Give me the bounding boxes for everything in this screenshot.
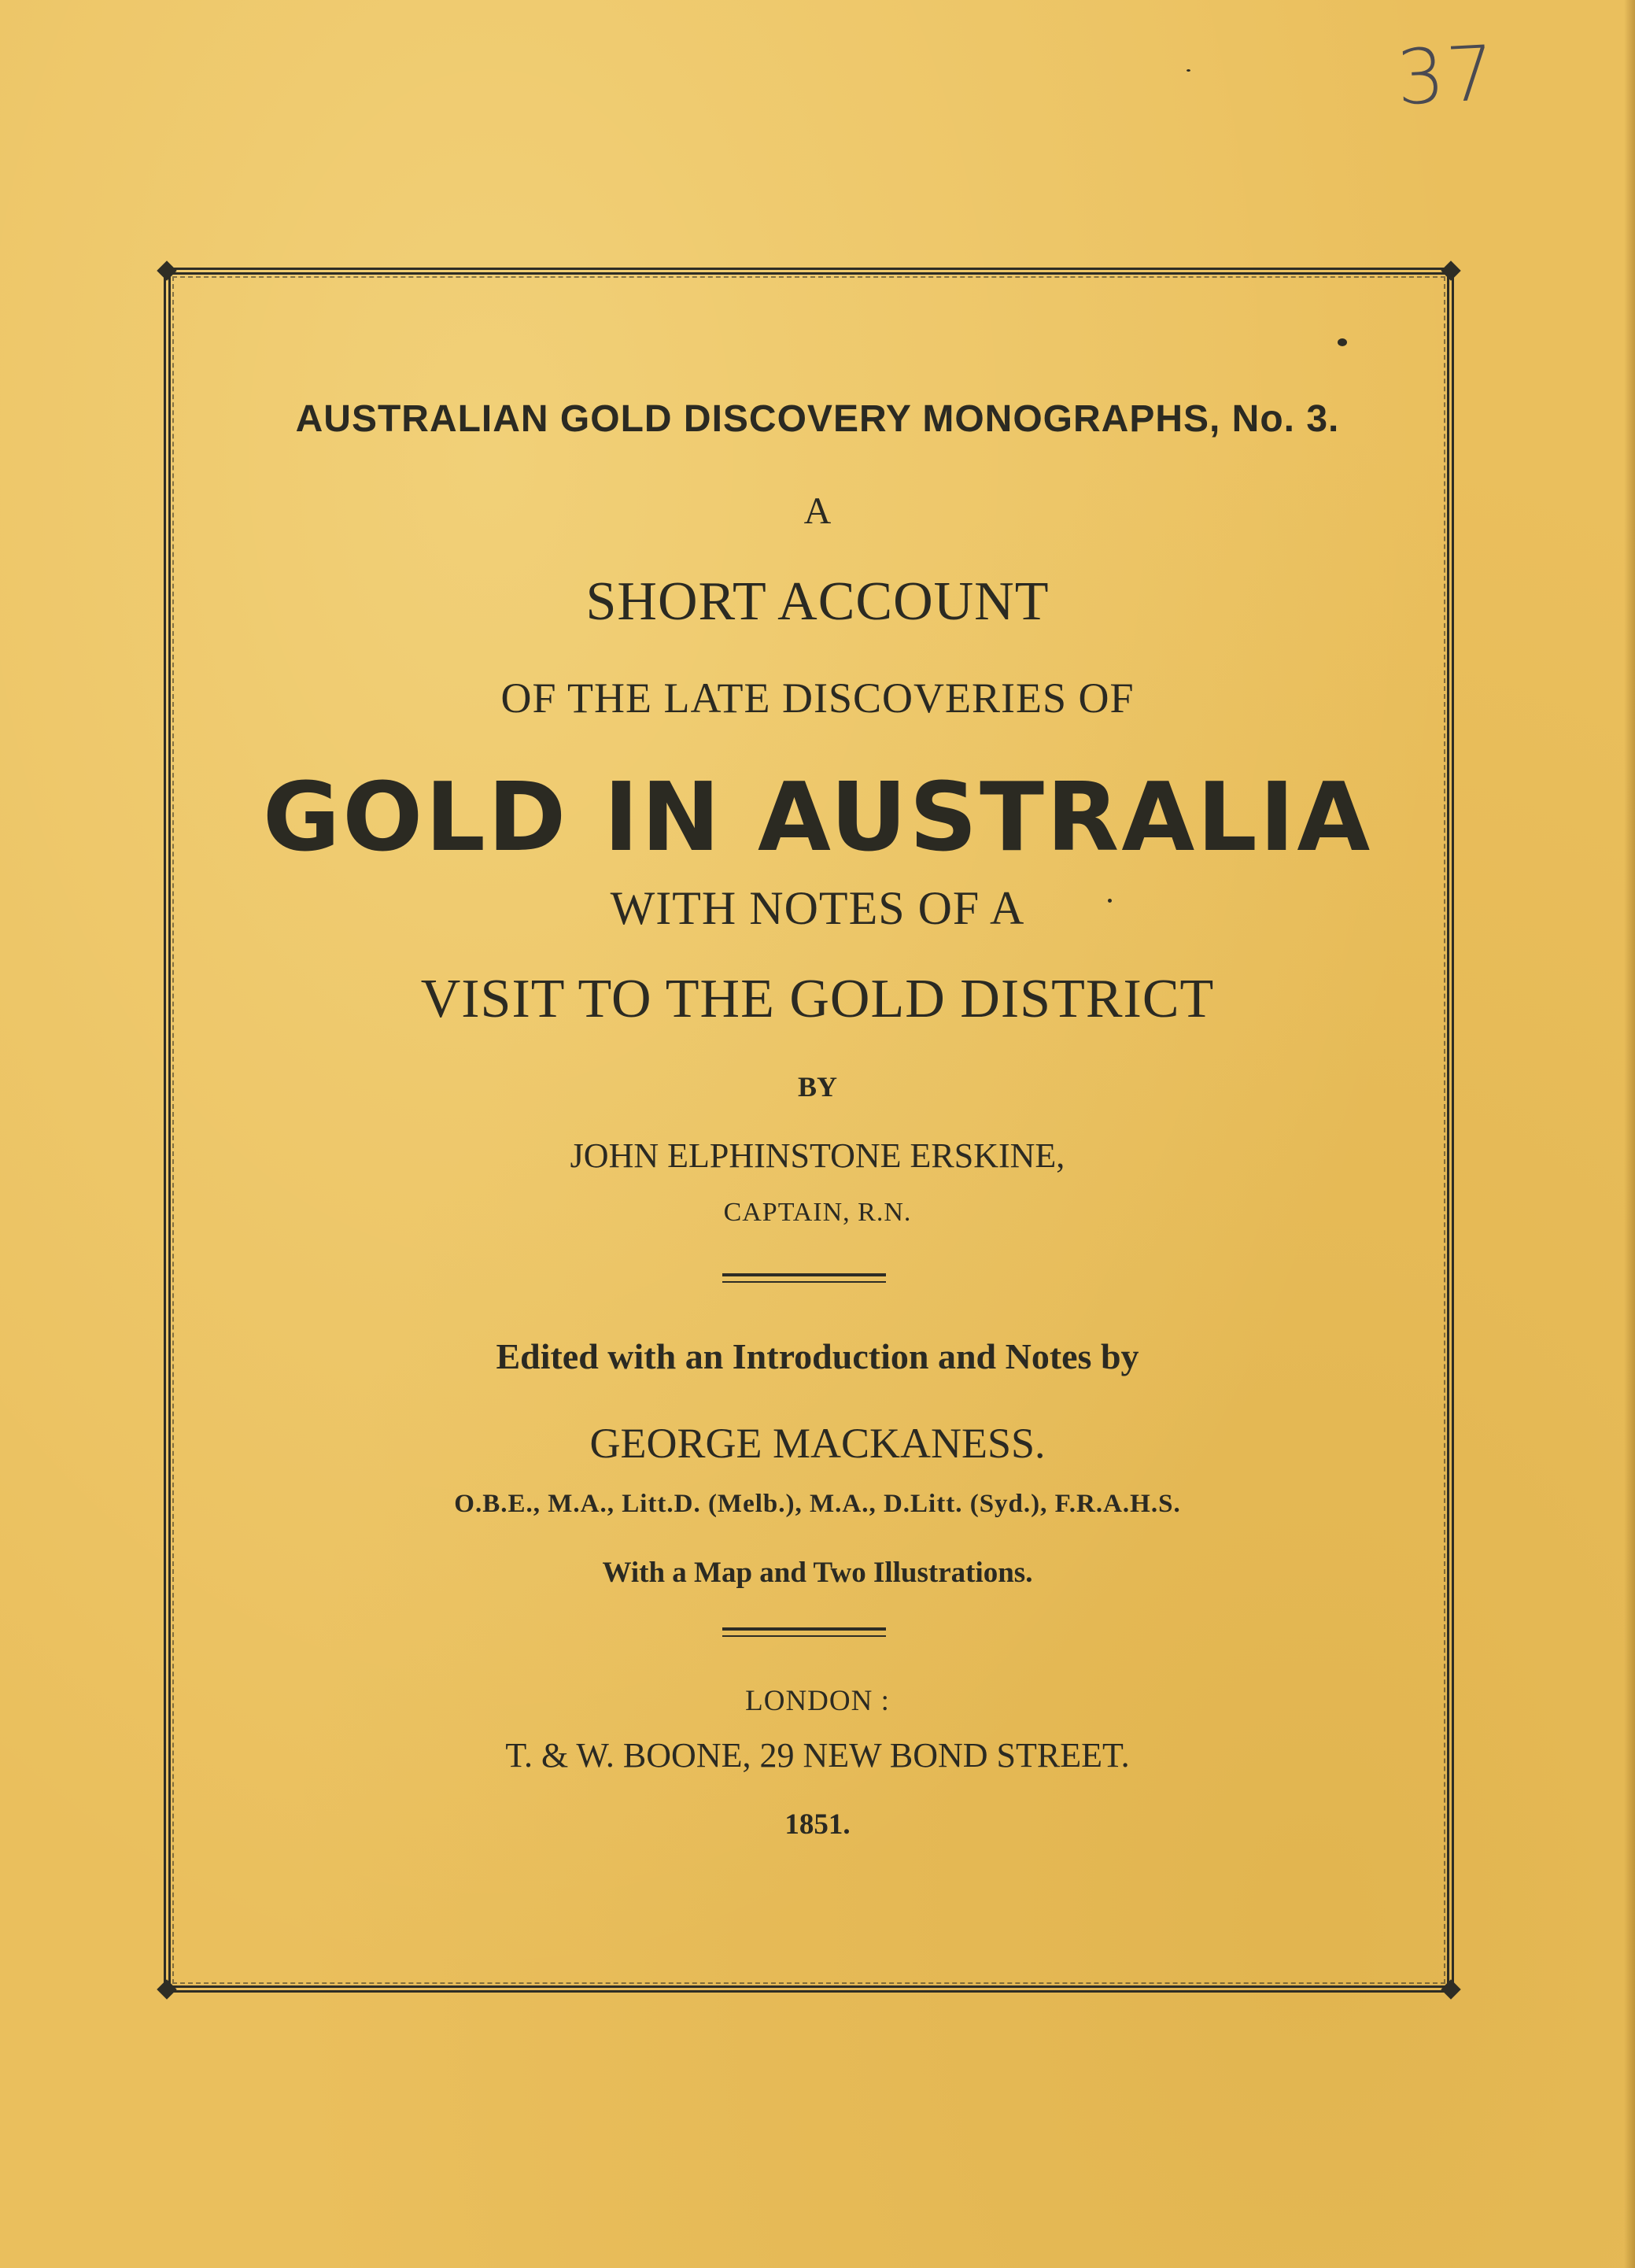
ink-speck: [1108, 899, 1112, 903]
border-corner-ornament: [157, 1979, 176, 1999]
divider-rule: [722, 1627, 886, 1637]
editor-degrees: O.B.E., M.A., Litt.D. (Melb.), M.A., D.Litt. (Syd.), F.R.A.H.S.: [454, 1490, 1181, 1518]
ink-speck: [1338, 338, 1347, 346]
by-line: BY: [797, 1071, 837, 1103]
border-corner-ornament: [1441, 260, 1460, 280]
editor-name: GEORGE MACKANESS.: [589, 1420, 1046, 1467]
divider-rule: [722, 1273, 886, 1283]
series-title: AUSTRALIAN GOLD DISCOVERY MONOGRAPHS, No. 3.: [295, 398, 1340, 440]
publication-place: LONDON :: [745, 1685, 890, 1717]
title-main: GOLD IN AUSTRALIA: [262, 763, 1373, 873]
page-edge-shadow: [1624, 0, 1635, 2268]
title-short-account: SHORT ACCOUNT: [585, 571, 1050, 632]
border-corner-ornament: [157, 260, 176, 280]
publication-year: 1851.: [784, 1808, 851, 1841]
handwritten-page-number: 37: [1394, 28, 1499, 123]
edited-by-line: Edited with an Introduction and Notes by: [496, 1336, 1139, 1376]
border-corner-ornament: [1441, 1979, 1460, 1999]
title-with-notes: WITH NOTES OF A: [610, 882, 1025, 934]
publisher: T. & W. BOONE, 29 NEW BOND STREET.: [505, 1736, 1130, 1775]
author-rank: CAPTAIN, R.N.: [723, 1198, 912, 1227]
title-article: A: [803, 490, 832, 532]
title-subtitle-of: OF THE LATE DISCOVERIES OF: [500, 674, 1135, 722]
illustrations-note: With a Map and Two Illustrations.: [602, 1557, 1033, 1589]
ink-speck: [1187, 69, 1190, 72]
title-visit: VISIT TO THE GOLD DISTRICT: [420, 969, 1215, 1029]
author-name: JOHN ELPHINSTONE ERSKINE,: [570, 1136, 1065, 1175]
